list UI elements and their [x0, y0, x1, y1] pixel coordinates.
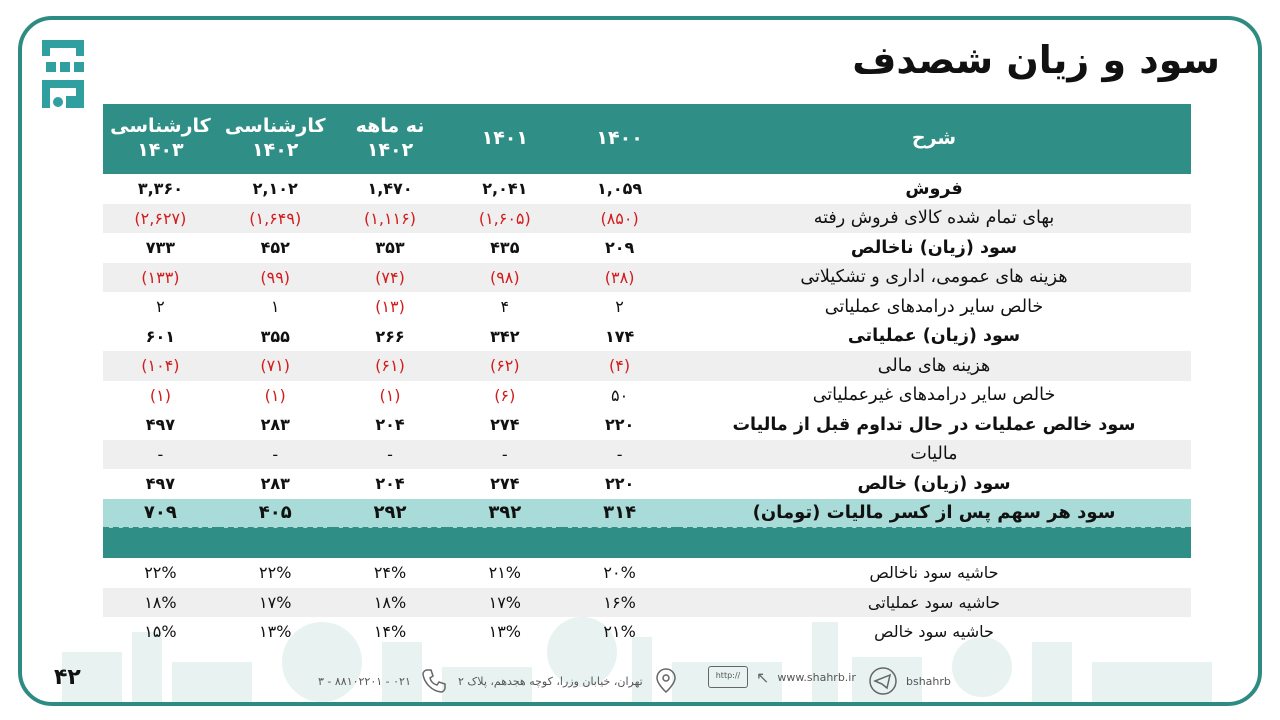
- header-desc: شرح: [677, 104, 1191, 174]
- table-header-row: [103, 104, 1191, 174]
- header-line: کارشناسی: [224, 115, 326, 138]
- cell-value: (۱,۶۴۹): [218, 204, 333, 234]
- cell-value: (۸۵۰): [562, 204, 677, 234]
- cell-value: ۲۷۴: [490, 415, 520, 435]
- cell-value: ۱۷%: [447, 588, 562, 618]
- cell-value: (۲,۶۲۷): [103, 204, 218, 234]
- row-label: هزینه های مالی: [677, 351, 1191, 381]
- cell-value: ۱: [270, 297, 280, 317]
- cell-value: -: [218, 440, 333, 470]
- cell-value: (۹۸): [447, 263, 562, 293]
- cell-value: ۴۵۲: [260, 238, 290, 258]
- header-expert-1403: [103, 104, 218, 174]
- cell-value: ۱۵%: [144, 622, 177, 642]
- divider-cell: [447, 528, 562, 558]
- cell-value: -: [333, 440, 448, 470]
- page-number: ۴۲: [54, 665, 81, 690]
- cell-value: (۱۳۳): [103, 263, 218, 293]
- cell-value: ۲,۰۴۱: [482, 179, 528, 199]
- cell-value: (۱): [379, 385, 401, 405]
- margin-row: [103, 617, 1191, 647]
- cell-value: ۴۹۷: [145, 474, 176, 494]
- cell-value: (۱,۱۱۶): [333, 204, 448, 234]
- cell-value: (۳۸): [562, 263, 677, 293]
- cell-value: ۱۸%: [333, 588, 448, 618]
- row-label: بهای تمام شده کالای فروش رفته: [677, 204, 1191, 234]
- company-logo: [36, 36, 90, 112]
- website-url: www.shahrb.ir: [777, 670, 856, 684]
- cell-value: (۶): [494, 385, 516, 405]
- address-text: تهران، خیابان وزرا، کوچه هجدهم، پلاک ۲: [458, 674, 643, 688]
- section-divider-row: [103, 528, 1191, 558]
- row-label: هزینه های عمومی، اداری و تشکیلاتی: [677, 263, 1191, 293]
- cell-value: ۲: [156, 297, 165, 317]
- cell-value: ۴۹۷: [145, 415, 176, 435]
- cell-value: ۱۷۴: [604, 326, 635, 346]
- cell-value: ۳۵۳: [375, 238, 405, 258]
- divider-cell: [218, 528, 333, 558]
- row-label: مالیات: [677, 440, 1191, 470]
- cell-value: ۲۸۳: [260, 474, 290, 494]
- cell-value: ۲۲%: [144, 563, 177, 583]
- cell-value: ۱۶%: [562, 588, 677, 618]
- cursor-icon: ↖: [756, 667, 770, 687]
- cell-value: -: [103, 440, 218, 470]
- row-label: حاشیه سود ناخالص: [869, 563, 999, 583]
- cell-value: ۲۰۹: [604, 238, 635, 258]
- cell-value: ۱,۰۵۹: [597, 179, 643, 199]
- divider-cell: [333, 528, 448, 558]
- cell-value: (۱): [264, 385, 286, 405]
- table-row: [103, 233, 1191, 263]
- cell-value: ۳۹۲: [447, 499, 562, 529]
- cell-value: ۳۱۴: [562, 499, 677, 529]
- table-row: [103, 381, 1191, 411]
- cell-value: ۱۷%: [218, 588, 333, 618]
- row-label: حاشیه سود خالص: [874, 622, 994, 642]
- table-row: [103, 204, 1191, 234]
- cell-value: ۲۴%: [373, 563, 407, 583]
- cell-value: ۴: [500, 297, 510, 317]
- margin-row: [103, 558, 1191, 588]
- row-label: فروش: [905, 178, 963, 199]
- cell-value: ۴۳۵: [490, 238, 520, 258]
- cell-value: (۱۰۴): [103, 351, 218, 381]
- header-line: ۱۴۰۳: [137, 139, 184, 161]
- cell-value: ۲,۱۰۲: [252, 179, 298, 199]
- cell-value: ۳,۳۶۰: [137, 179, 183, 199]
- cell-value: (۶۲): [447, 351, 562, 381]
- footer-address: [458, 666, 681, 696]
- cell-value: ۲۹۲: [333, 499, 448, 529]
- cell-value: (۷۴): [333, 263, 448, 293]
- cell-value: ۶۰۱: [145, 326, 176, 346]
- cell-value: (۴): [562, 351, 677, 381]
- table-row: [103, 263, 1191, 293]
- page-title: سود و زیان شصدف: [852, 38, 1220, 82]
- telegram-handle: bshahrb: [906, 674, 951, 688]
- table-row: [103, 499, 1191, 529]
- cell-value: ۲۷۴: [490, 474, 520, 494]
- cell-value: ۲: [615, 297, 624, 317]
- header-1400: ۱۴۰۰: [562, 104, 677, 174]
- row-label: سود (زیان) عملیاتی: [847, 326, 1021, 347]
- phone-number: ۰۲۱ - ۸۸۱۰۲۲۰۱ - ۳: [318, 674, 411, 688]
- header-line: ۱۴۰۲: [252, 139, 299, 161]
- row-label: سود (زیان) خالص: [857, 473, 1011, 494]
- cell-value: (۱۳): [375, 297, 405, 317]
- cell-value: ۲۸۳: [260, 415, 290, 435]
- cell-value: ۲۰۴: [375, 474, 405, 494]
- cell-value: ۲۲%: [259, 563, 292, 583]
- margin-row: [103, 588, 1191, 618]
- table-row: [103, 440, 1191, 470]
- cell-value: ۱۳%: [259, 622, 292, 642]
- table-row: [103, 174, 1191, 204]
- cell-value: ۳۴۲: [490, 326, 520, 346]
- income-statement-table: [103, 104, 1191, 647]
- row-label: سود هر سهم پس از کسر مالیات (تومان): [677, 499, 1191, 529]
- cell-value: ۲۲۰: [604, 415, 635, 435]
- cell-value: ۵۰: [611, 385, 629, 405]
- row-label: خالص سایر درامدهای عملیاتی: [824, 296, 1044, 317]
- row-label: خالص سایر درامدهای غیرعملیاتی: [812, 385, 1056, 406]
- cell-value: ۲۰%: [603, 563, 636, 583]
- cell-value: ۲۶۶: [375, 326, 405, 346]
- cell-value: ۴۰۵: [218, 499, 333, 529]
- footer-phone: [318, 666, 449, 696]
- cell-value: ۷۰۹: [103, 499, 218, 529]
- location-pin-icon: [651, 666, 681, 696]
- table-row: [103, 351, 1191, 381]
- cell-value: ۳۵۵: [260, 326, 290, 346]
- cell-value: (۶۱): [333, 351, 448, 381]
- cell-value: (۹۹): [218, 263, 333, 293]
- cell-value: (۷۱): [218, 351, 333, 381]
- telegram-icon: [868, 666, 898, 696]
- table-row: [103, 322, 1191, 352]
- cell-value: ۱۳%: [488, 622, 521, 642]
- divider-cell: [103, 528, 218, 558]
- table-row: [103, 410, 1191, 440]
- divider-cell: [677, 528, 1191, 558]
- cell-value: ۲۱%: [488, 563, 521, 583]
- cell-value: (۱,۶۰۵): [447, 204, 562, 234]
- cell-value: ۲۰۴: [375, 415, 405, 435]
- table-row: [103, 469, 1191, 499]
- phone-icon: [419, 666, 449, 696]
- row-label: سود خالص عملیات در حال تداوم قبل از مالیات: [732, 414, 1136, 435]
- header-line: ۱۴۰۲: [366, 139, 414, 161]
- cell-value: ۱۴%: [373, 622, 407, 642]
- cell-value: ۱,۴۷۰: [367, 179, 413, 199]
- row-label: حاشیه سود عملیاتی: [677, 588, 1191, 618]
- header-line: کارشناسی: [110, 115, 211, 138]
- cell-value: (۱): [149, 385, 171, 405]
- cell-value: ۲۱%: [603, 622, 636, 642]
- divider-cell: [562, 528, 677, 558]
- browser-icon: [708, 666, 748, 688]
- header-nine-month-1402: [333, 104, 448, 174]
- header-expert-1402: [218, 104, 333, 174]
- cell-value: ۲۲۰: [604, 474, 635, 494]
- cell-value: -: [447, 440, 562, 470]
- footer-website: [708, 666, 856, 688]
- footer-telegram: [868, 666, 951, 696]
- header-line: نه ماهه: [355, 115, 425, 138]
- cell-value: ۱۸%: [103, 588, 218, 618]
- header-1401: ۱۴۰۱: [447, 104, 562, 174]
- browser-icon-text: http://: [715, 671, 741, 680]
- cell-value: -: [562, 440, 677, 470]
- table-row: [103, 292, 1191, 322]
- row-label: سود (زیان) ناخالص: [850, 237, 1018, 258]
- cell-value: ۷۳۳: [145, 238, 176, 258]
